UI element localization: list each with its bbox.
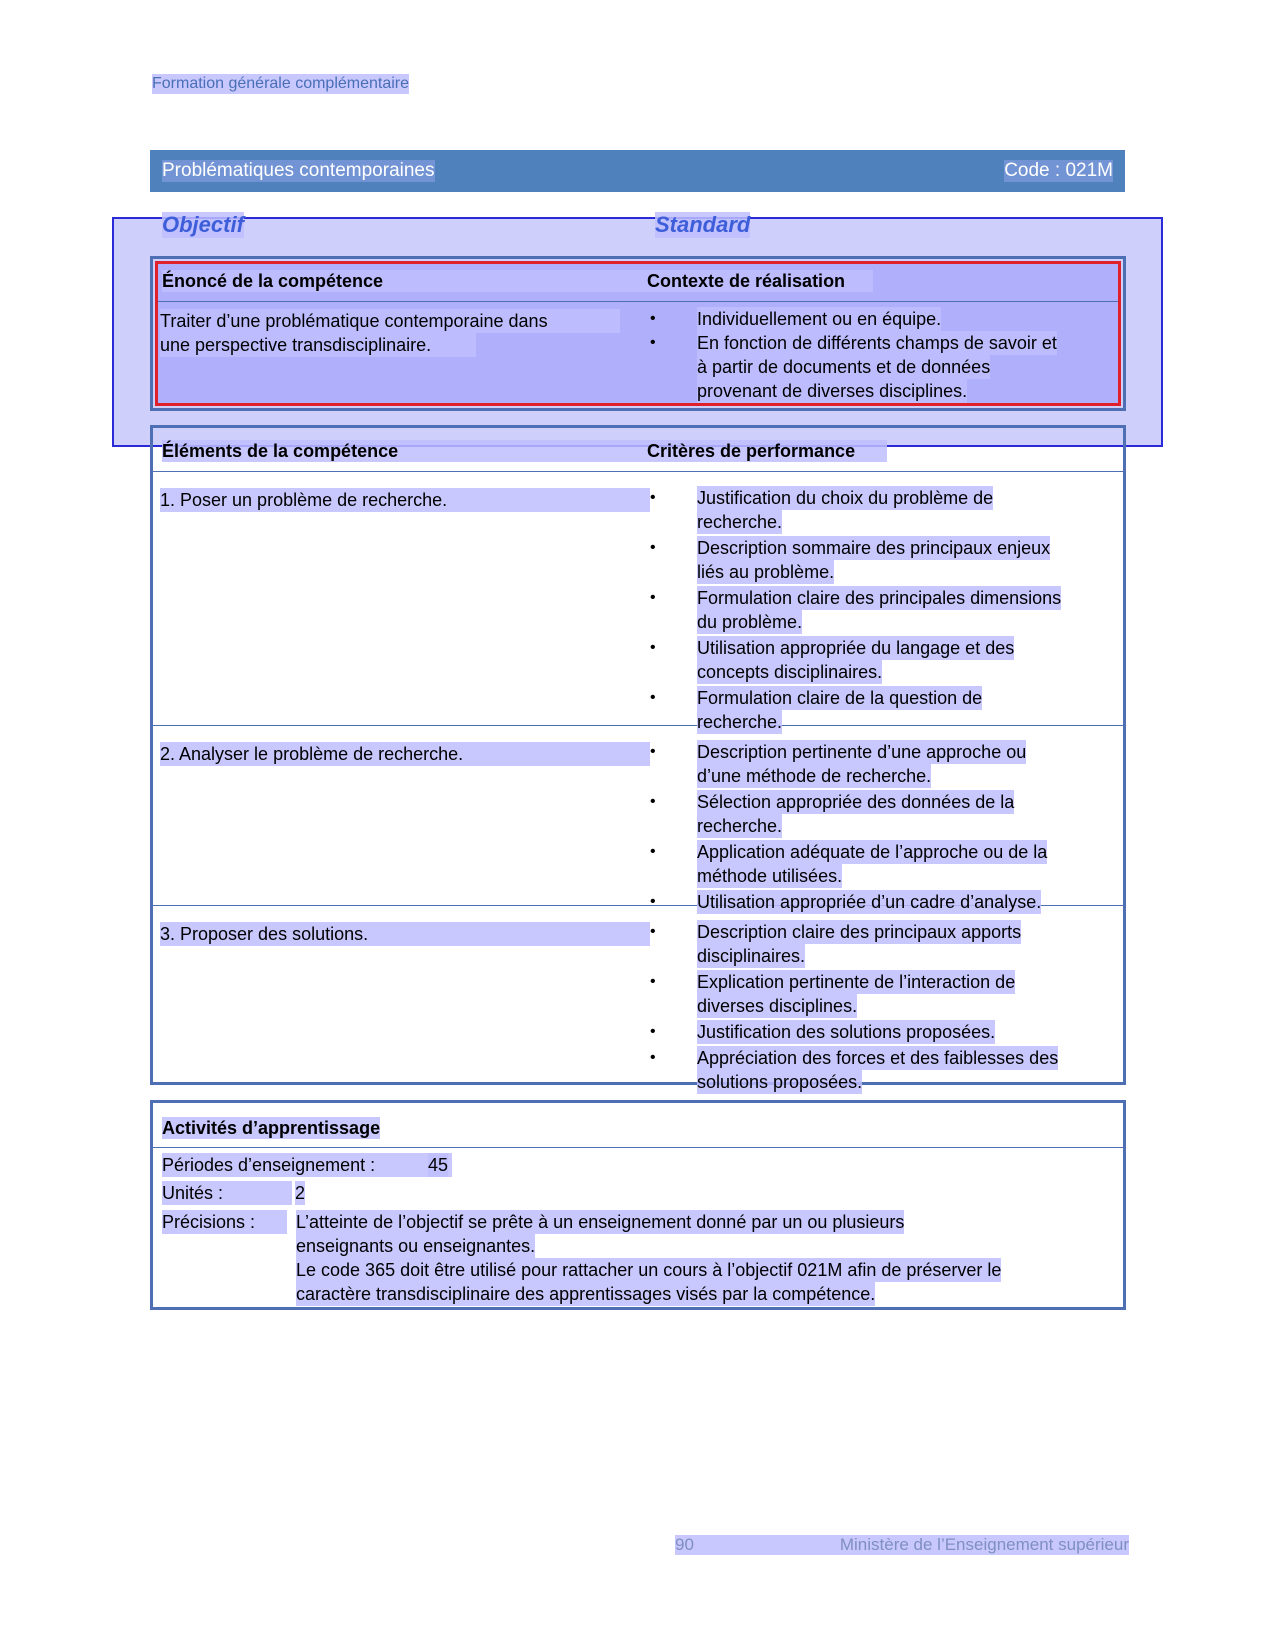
page-number: 90 <box>675 1535 694 1554</box>
bullet-icon: • <box>650 973 656 990</box>
course-code: Code : 021M <box>1004 160 1113 181</box>
bullet-icon: • <box>650 589 656 606</box>
enonce-header: Énoncé de la compétence <box>162 270 647 292</box>
precisions-line: Le code 365 doit être utilisé pour rattacher un cours à l’objectif 021M afin de préserver le <box>296 1260 1002 1280</box>
critere-line: Utilisation appropriée du langage et des <box>697 638 1015 658</box>
contexte-header: Contexte de réalisation <box>647 270 873 292</box>
row-divider <box>153 471 1123 472</box>
row-divider <box>153 1147 1123 1148</box>
course-title-bar <box>150 150 1125 192</box>
critere-line: Appréciation des forces et des faiblesses des <box>697 1048 1059 1068</box>
critere-line: Utilisation appropriée d’un cadre d’analyse. <box>697 892 1042 912</box>
critere-line: d’une méthode de recherche. <box>697 766 932 786</box>
bullet-icon: • <box>650 334 656 351</box>
bullet-icon: • <box>650 310 656 327</box>
critere-line: Application adéquate de l’approche ou de la <box>697 842 1048 862</box>
footer <box>675 1535 1129 1555</box>
contexte-line: Individuellement ou en équipe. <box>697 309 942 329</box>
critere-line: méthode utilisées. <box>697 866 843 886</box>
precisions-line: caractère transdisciplinaire des apprentissages visés par la compétence. <box>296 1284 876 1304</box>
row-divider <box>153 725 1123 726</box>
standard-label: Standard <box>655 212 751 237</box>
critere-line: Description sommaire des principaux enjeux <box>697 538 1051 558</box>
running-head: Formation générale complémentaire <box>152 75 410 92</box>
precisions-line: L’atteinte de l’objectif se prête à un enseignement donné par un ou plusieurs <box>296 1212 905 1232</box>
contexte-line: provenant de diverses disciplines. <box>697 381 968 401</box>
contexte-line: En fonction de différents champs de savoir et <box>697 333 1057 353</box>
bullet-icon: • <box>650 893 656 910</box>
critere-line: recherche. <box>697 512 783 532</box>
critere-line: Formulation claire des principales dimensions <box>697 588 1062 608</box>
criteres-header: Critères de performance <box>647 440 887 462</box>
critere-line: disciplinaires. <box>697 946 806 966</box>
critere-line: Explication pertinente de l’interaction de <box>697 972 1016 992</box>
ministry-name: Ministère de l’Enseignement supérieur <box>839 1535 1129 1554</box>
periodes-value: 45 <box>428 1155 449 1175</box>
critere-line: recherche. <box>697 816 783 836</box>
unites-value: 2 <box>295 1183 306 1203</box>
element-item: 3. Proposer des solutions. <box>160 922 650 946</box>
critere-line: Justification des solutions proposées. <box>697 1022 996 1042</box>
critere-line: solutions proposées. <box>697 1072 863 1092</box>
bullet-icon: • <box>650 923 656 940</box>
critere-line: diverses disciplines. <box>697 996 858 1016</box>
enonce-line: une perspective transdisciplinaire. <box>160 333 476 357</box>
course-title: Problématiques contemporaines <box>162 160 435 181</box>
objectif-label: Objectif <box>162 212 244 237</box>
unites-label: Unités : <box>162 1181 292 1205</box>
critere-line: Description claire des principaux apports <box>697 922 1022 942</box>
critere-line: concepts disciplinaires. <box>697 662 883 682</box>
row-divider <box>158 301 1118 302</box>
element-item: 2. Analyser le problème de recherche. <box>160 742 650 766</box>
enonce-line: Traiter d’une problématique contemporaine dans <box>160 309 620 333</box>
critere-line: liés au problème. <box>697 562 835 582</box>
precisions-line: enseignants ou enseignantes. <box>296 1236 536 1256</box>
bullet-icon: • <box>650 639 656 656</box>
bullet-icon: • <box>650 843 656 860</box>
bullet-icon: • <box>650 1023 656 1040</box>
precisions-label: Précisions : <box>162 1210 287 1234</box>
critere-line: Description pertinente d’une approche ou <box>697 742 1027 762</box>
contexte-line: à partir de documents et de données <box>697 357 991 377</box>
periodes-label: Périodes d’enseignement : <box>162 1153 452 1177</box>
critere-line: du problème. <box>697 612 803 632</box>
bullet-icon: • <box>650 489 656 506</box>
bullet-icon: • <box>650 689 656 706</box>
critere-line: Formulation claire de la question de <box>697 688 983 708</box>
bullet-icon: • <box>650 743 656 760</box>
bullet-icon: • <box>650 539 656 556</box>
bullet-icon: • <box>650 793 656 810</box>
bullet-icon: • <box>650 1049 656 1066</box>
elements-header: Éléments de la compétence <box>162 440 647 462</box>
critere-line: recherche. <box>697 712 783 732</box>
critere-line: Justification du choix du problème de <box>697 488 994 508</box>
element-item: 1. Poser un problème de recherche. <box>160 488 650 512</box>
critere-line: Sélection appropriée des données de la <box>697 792 1015 812</box>
activites-header: Activités d’apprentissage <box>162 1118 381 1138</box>
